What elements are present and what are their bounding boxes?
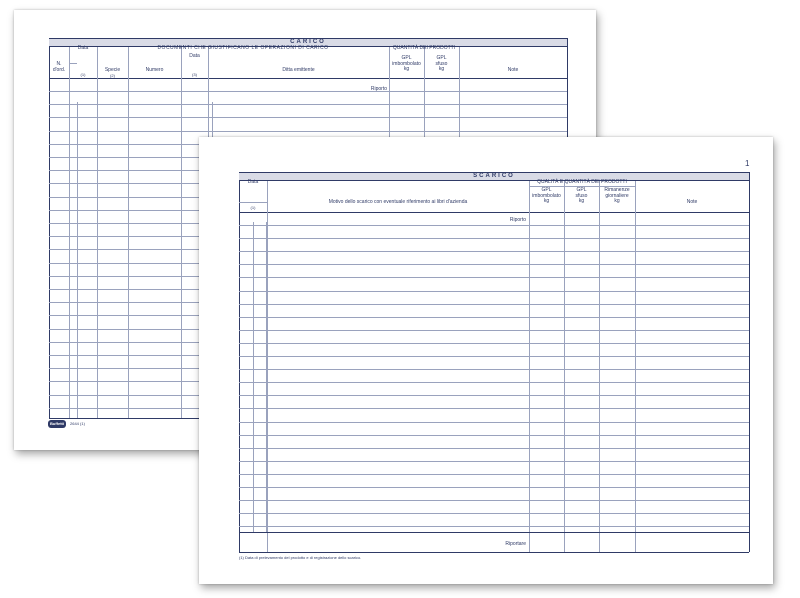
grid-row-rule bbox=[239, 317, 749, 318]
documenti-header: DOCUMENTI CHE GIUSTIFICANO LE OPERAZIONI DI CARICO bbox=[157, 45, 329, 51]
grid-column-rule bbox=[599, 172, 600, 552]
scarico-sheet bbox=[199, 137, 773, 584]
grid-row-rule bbox=[239, 369, 749, 370]
grid-column-rule bbox=[635, 172, 636, 552]
carico-gpl-sfuso-header: GPL sfuso kg bbox=[435, 55, 448, 72]
grid-row-rule bbox=[239, 532, 749, 533]
scarico-riporto: Riporto bbox=[509, 217, 526, 223]
grid-column-rule bbox=[253, 222, 254, 532]
grid-row-rule bbox=[239, 251, 749, 252]
scarico-table bbox=[239, 172, 749, 552]
grid-row-rule bbox=[239, 304, 749, 305]
scarico-data-header: Data bbox=[247, 179, 259, 185]
carico-quantita-header: QUANTITÀ DEI PRODOTTI bbox=[392, 45, 456, 51]
grid-row-rule bbox=[239, 225, 749, 226]
doc-data-note: (3) bbox=[192, 72, 197, 77]
grid-row-rule bbox=[239, 552, 749, 553]
grid-column-rule bbox=[529, 172, 530, 552]
n-ord-header: N. d'ord. bbox=[52, 61, 66, 73]
grid-column-rule bbox=[749, 172, 750, 552]
form-code: 2644 (1) bbox=[70, 421, 85, 426]
carico-data-note: (1) bbox=[80, 72, 86, 77]
grid-row-rule bbox=[239, 395, 749, 396]
scarico-gpl-sfuso-header: GPL sfuso kg bbox=[575, 187, 588, 204]
grid-row-rule bbox=[239, 474, 749, 475]
grid-row-rule bbox=[49, 131, 567, 132]
grid-row-rule bbox=[239, 487, 749, 488]
rimanenze-header: Rimanenze giornaliere kg bbox=[604, 187, 630, 204]
grid-column-rule bbox=[77, 102, 78, 418]
grid-row-rule bbox=[239, 264, 749, 265]
carico-title: CARICO bbox=[49, 38, 567, 47]
scarico-quantita-header: QUALITÀ E QUANTITÀ DEI PRODOTTI bbox=[537, 179, 627, 185]
grid-column-rule bbox=[239, 172, 240, 552]
grid-row-rule bbox=[239, 461, 749, 462]
scarico-data-note: (1) bbox=[250, 205, 256, 210]
grid-row-rule bbox=[239, 382, 749, 383]
scarico-note-header: Note bbox=[686, 199, 698, 205]
grid-column-rule bbox=[128, 38, 129, 418]
carico-data-header: Data bbox=[77, 45, 89, 51]
grid-row-rule bbox=[239, 212, 749, 213]
carico-riporto: Riporto bbox=[370, 86, 387, 92]
page-number: 1 bbox=[745, 159, 750, 168]
grid-row-rule bbox=[69, 63, 77, 64]
grid-column-rule bbox=[267, 172, 268, 552]
grid-column-rule bbox=[49, 38, 50, 418]
grid-column-rule bbox=[266, 222, 267, 532]
grid-row-rule bbox=[239, 277, 749, 278]
scarico-title: SCARICO bbox=[239, 172, 749, 181]
grid-row-rule bbox=[239, 408, 749, 409]
numero-header: Numero bbox=[145, 67, 164, 73]
carico-gpl-imb-header: GPL imbombolato kg bbox=[392, 55, 421, 72]
scarico-gpl-imb-header: GPL imbombolato kg bbox=[532, 187, 561, 204]
grid-row-rule bbox=[239, 238, 749, 239]
motivo-header: Motivo dello scarico con eventuale riferimento ai libri d'azienda bbox=[328, 199, 468, 205]
grid-row-rule bbox=[239, 202, 267, 203]
grid-row-rule bbox=[239, 513, 749, 514]
grid-row-rule bbox=[49, 104, 567, 105]
grid-row-rule bbox=[239, 330, 749, 331]
scarico-riportare: Riportare bbox=[505, 541, 526, 547]
grid-row-rule bbox=[49, 91, 567, 92]
scarico-footnote: (1) Data di prelevamento del prodotto e di registrazione dello scarico. bbox=[239, 555, 362, 560]
grid-row-rule bbox=[49, 117, 567, 118]
grid-column-rule bbox=[97, 38, 98, 418]
grid-row-rule bbox=[239, 448, 749, 449]
grid-column-rule bbox=[69, 38, 70, 418]
carico-note-header: Note bbox=[507, 67, 519, 73]
buffetti-logo: Buffetti bbox=[50, 421, 64, 426]
grid-row-rule bbox=[239, 356, 749, 357]
specie-note: (2) bbox=[110, 73, 115, 78]
grid-column-rule bbox=[564, 172, 565, 552]
grid-row-rule bbox=[239, 291, 749, 292]
grid-row-rule bbox=[239, 343, 749, 344]
grid-row-rule bbox=[239, 435, 749, 436]
specie-header: Specie bbox=[104, 67, 121, 73]
grid-row-rule bbox=[239, 526, 749, 527]
grid-column-rule bbox=[181, 38, 182, 418]
grid-row-rule bbox=[239, 500, 749, 501]
ditta-header: Ditta emittente bbox=[282, 67, 315, 73]
grid-row-rule bbox=[239, 422, 749, 423]
doc-data-header: Data bbox=[189, 53, 200, 59]
